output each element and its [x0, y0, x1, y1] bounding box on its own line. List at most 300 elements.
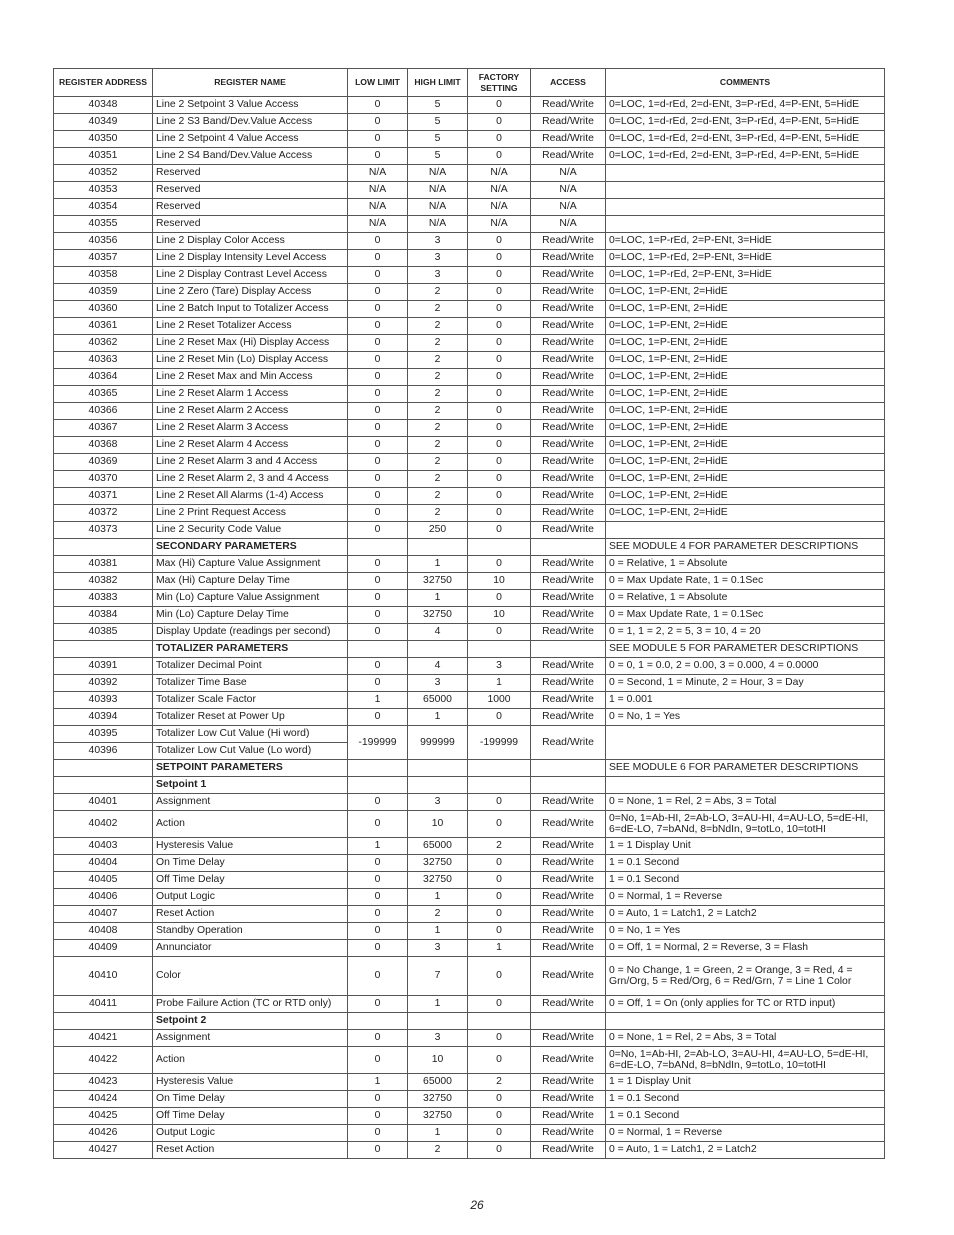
table-row — [54, 872, 885, 889]
high-limit-cell: 32750 — [408, 1108, 468, 1125]
register-name-cell: Line 2 Reset Alarm 2, 3 and 4 Access — [153, 471, 348, 488]
low-limit-cell: 0 — [348, 996, 408, 1013]
section-title: SETPOINT PARAMETERS — [153, 760, 348, 777]
low-limit-cell: 0 — [348, 522, 408, 539]
comments-cell: 0=LOC, 1=d-rEd, 2=d-ENt, 3=P-rEd, 4=P-ENt, 5=HidE — [606, 114, 885, 131]
low-limit-cell: 0 — [348, 386, 408, 403]
register-address-cell — [54, 760, 153, 777]
access-cell: N/A — [531, 182, 606, 199]
register-address-cell: 40410 — [54, 957, 153, 996]
access-cell: Read/Write — [531, 811, 606, 838]
high-limit-cell: 32750 — [408, 1091, 468, 1108]
access-cell: Read/Write — [531, 658, 606, 675]
comments-cell: 0=LOC, 1=P-ENt, 2=HidE — [606, 386, 885, 403]
factory-setting-cell: 1 — [468, 675, 531, 692]
low-limit-cell: 0 — [348, 369, 408, 386]
comments-cell: 0 = Max Update Rate, 1 = 0.1Sec — [606, 607, 885, 624]
table-row — [54, 522, 885, 539]
table-row — [54, 318, 885, 335]
low-limit-cell: 0 — [348, 940, 408, 957]
low-limit-cell: 0 — [348, 590, 408, 607]
comments-cell: 0=LOC, 1=P-ENt, 2=HidE — [606, 301, 885, 318]
register-address-cell: 40405 — [54, 872, 153, 889]
high-limit-cell: 2 — [408, 454, 468, 471]
comments-cell: 0 = 0, 1 = 0.0, 2 = 0.00, 3 = 0.000, 4 = 0.0000 — [606, 658, 885, 675]
comments-cell: 0 = Auto, 1 = Latch1, 2 = Latch2 — [606, 906, 885, 923]
low-limit-cell: 0 — [348, 709, 408, 726]
register-name-cell: Line 2 Security Code Value — [153, 522, 348, 539]
low-limit-cell: 0 — [348, 301, 408, 318]
low-limit-cell: 0 — [348, 114, 408, 131]
low-limit-cell — [348, 760, 408, 777]
access-cell: Read/Write — [531, 114, 606, 131]
table-row — [54, 889, 885, 906]
low-limit-cell: 0 — [348, 855, 408, 872]
low-limit-cell: 0 — [348, 505, 408, 522]
high-limit-cell: 2 — [408, 318, 468, 335]
register-name-cell: Line 2 S3 Band/Dev.Value Access — [153, 114, 348, 131]
factory-setting-cell: 0 — [468, 906, 531, 923]
access-cell: Read/Write — [531, 233, 606, 250]
low-limit-cell: -199999 — [348, 726, 408, 760]
register-name-cell: Off Time Delay — [153, 1108, 348, 1125]
register-address-cell: 40368 — [54, 437, 153, 454]
high-limit-cell: 2 — [408, 906, 468, 923]
section-header-row — [54, 641, 885, 658]
register-address-cell: 40422 — [54, 1047, 153, 1074]
low-limit-cell: 0 — [348, 284, 408, 301]
access-cell: Read/Write — [531, 590, 606, 607]
comments-cell — [606, 165, 885, 182]
register-address-cell: 40361 — [54, 318, 153, 335]
table-row — [54, 267, 885, 284]
register-name-cell: Line 2 Display Color Access — [153, 233, 348, 250]
register-address-cell: 40366 — [54, 403, 153, 420]
comments-cell: 0 = Off, 1 = Normal, 2 = Reverse, 3 = Flash — [606, 940, 885, 957]
high-limit-cell: 1 — [408, 556, 468, 573]
high-limit-cell: 2 — [408, 386, 468, 403]
table-row — [54, 794, 885, 811]
factory-setting-cell: 0 — [468, 114, 531, 131]
access-cell: Read/Write — [531, 556, 606, 573]
access-cell: Read/Write — [531, 872, 606, 889]
register-address-cell — [54, 777, 153, 794]
register-address-cell: 40395 — [54, 726, 153, 743]
register-address-cell: 40423 — [54, 1074, 153, 1091]
low-limit-cell: 0 — [348, 658, 408, 675]
high-limit-cell — [408, 641, 468, 658]
table-row — [54, 940, 885, 957]
factory-setting-cell: 0 — [468, 1142, 531, 1159]
comments-cell: 0=LOC, 1=d-rEd, 2=d-ENt, 3=P-rEd, 4=P-ENt, 5=HidE — [606, 97, 885, 114]
access-cell: Read/Write — [531, 522, 606, 539]
register-address-cell: 40383 — [54, 590, 153, 607]
low-limit-cell — [348, 641, 408, 658]
high-limit-cell — [408, 777, 468, 794]
register-address-cell: 40369 — [54, 454, 153, 471]
register-name-cell: Line 2 Print Request Access — [153, 505, 348, 522]
high-limit-cell — [408, 539, 468, 556]
factory-setting-cell: 0 — [468, 957, 531, 996]
low-limit-cell: 0 — [348, 556, 408, 573]
table-row — [54, 488, 885, 505]
low-limit-cell: 0 — [348, 267, 408, 284]
factory-setting-cell: 0 — [468, 1047, 531, 1074]
low-limit-cell: 0 — [348, 318, 408, 335]
comments-cell — [606, 777, 885, 794]
factory-setting-cell: 0 — [468, 488, 531, 505]
register-name-cell: Action — [153, 811, 348, 838]
comments-cell: 0=LOC, 1=P-ENt, 2=HidE — [606, 369, 885, 386]
register-address-cell: 40394 — [54, 709, 153, 726]
high-limit-cell: 2 — [408, 369, 468, 386]
factory-setting-cell: 0 — [468, 97, 531, 114]
register-name-cell: Assignment — [153, 794, 348, 811]
comments-cell: 0=LOC, 1=P-ENt, 2=HidE — [606, 284, 885, 301]
register-name-cell: Probe Failure Action (TC or RTD only) — [153, 996, 348, 1013]
table-row — [54, 838, 885, 855]
register-name-cell: Action — [153, 1047, 348, 1074]
col-header-register-address: REGISTER ADDRESS — [54, 69, 153, 97]
low-limit-cell: N/A — [348, 182, 408, 199]
comments-cell — [606, 199, 885, 216]
high-limit-cell: 2 — [408, 352, 468, 369]
register-name-cell: Hysteresis Value — [153, 838, 348, 855]
comments-cell: 1 = 0.1 Second — [606, 872, 885, 889]
access-cell: Read/Write — [531, 267, 606, 284]
high-limit-cell: 4 — [408, 658, 468, 675]
access-cell: Read/Write — [531, 1047, 606, 1074]
access-cell: Read/Write — [531, 624, 606, 641]
table-row — [54, 1074, 885, 1091]
high-limit-cell: 2 — [408, 488, 468, 505]
access-cell: Read/Write — [531, 906, 606, 923]
table-row — [54, 471, 885, 488]
register-address-cell: 40349 — [54, 114, 153, 131]
table-header-row — [54, 69, 885, 97]
register-name-cell: Line 2 Reset Alarm 4 Access — [153, 437, 348, 454]
table-body — [54, 97, 885, 1159]
comments-cell: 0=LOC, 1=P-ENt, 2=HidE — [606, 335, 885, 352]
factory-setting-cell: 0 — [468, 403, 531, 420]
register-address-cell: 40352 — [54, 165, 153, 182]
register-name-cell: Standby Operation — [153, 923, 348, 940]
low-limit-cell: 0 — [348, 471, 408, 488]
factory-setting-cell: 0 — [468, 624, 531, 641]
register-name-cell: Reset Action — [153, 1142, 348, 1159]
low-limit-cell: 0 — [348, 794, 408, 811]
table-row — [54, 199, 885, 216]
register-address-cell: 40427 — [54, 1142, 153, 1159]
table-row — [54, 658, 885, 675]
access-cell: Read/Write — [531, 1091, 606, 1108]
register-address-cell: 40365 — [54, 386, 153, 403]
table-row — [54, 301, 885, 318]
col-header-high-limit: HIGH LIMIT — [408, 69, 468, 97]
high-limit-cell: 5 — [408, 131, 468, 148]
access-cell — [531, 777, 606, 794]
factory-setting-cell: 0 — [468, 811, 531, 838]
comments-cell: 0=LOC, 1=P-ENt, 2=HidE — [606, 437, 885, 454]
high-limit-cell: 3 — [408, 267, 468, 284]
low-limit-cell: N/A — [348, 199, 408, 216]
register-name-cell: Display Update (readings per second) — [153, 624, 348, 641]
register-address-cell: 40402 — [54, 811, 153, 838]
access-cell: Read/Write — [531, 889, 606, 906]
factory-setting-cell: N/A — [468, 199, 531, 216]
access-cell: N/A — [531, 199, 606, 216]
low-limit-cell: N/A — [348, 216, 408, 233]
access-cell: Read/Write — [531, 131, 606, 148]
table-row — [54, 1108, 885, 1125]
comments-cell — [606, 726, 885, 760]
access-cell: Read/Write — [531, 709, 606, 726]
comments-cell: 0 = Normal, 1 = Reverse — [606, 889, 885, 906]
comments-cell: 0 = None, 1 = Rel, 2 = Abs, 3 = Total — [606, 794, 885, 811]
factory-setting-cell: 0 — [468, 284, 531, 301]
register-address-cell: 40382 — [54, 573, 153, 590]
high-limit-cell — [408, 1013, 468, 1030]
register-address-cell: 40356 — [54, 233, 153, 250]
register-address-cell: 40396 — [54, 743, 153, 760]
table-row — [54, 607, 885, 624]
access-cell: Read/Write — [531, 505, 606, 522]
comments-cell: 1 = 1 Display Unit — [606, 838, 885, 855]
register-name-cell: Line 2 Display Intensity Level Access — [153, 250, 348, 267]
register-name-cell: Line 2 Reset Min (Lo) Display Access — [153, 352, 348, 369]
register-address-cell: 40409 — [54, 940, 153, 957]
table-row — [54, 386, 885, 403]
access-cell: Read/Write — [531, 1142, 606, 1159]
high-limit-cell: 2 — [408, 471, 468, 488]
register-address-cell: 40373 — [54, 522, 153, 539]
low-limit-cell: 0 — [348, 352, 408, 369]
register-address-cell: 40385 — [54, 624, 153, 641]
comments-cell: 0=LOC, 1=P-ENt, 2=HidE — [606, 318, 885, 335]
table-row — [54, 216, 885, 233]
comments-cell: 1 = 0.1 Second — [606, 1091, 885, 1108]
register-address-cell: 40391 — [54, 658, 153, 675]
factory-setting-cell: N/A — [468, 165, 531, 182]
comments-cell: 0=LOC, 1=d-rEd, 2=d-ENt, 3=P-rEd, 4=P-ENt, 5=HidE — [606, 148, 885, 165]
low-limit-cell: 1 — [348, 838, 408, 855]
factory-setting-cell: N/A — [468, 216, 531, 233]
access-cell: Read/Write — [531, 675, 606, 692]
high-limit-cell: 5 — [408, 148, 468, 165]
high-limit-cell: 2 — [408, 335, 468, 352]
factory-setting-cell — [468, 760, 531, 777]
register-name-cell: Min (Lo) Capture Delay Time — [153, 607, 348, 624]
register-address-cell: 40381 — [54, 556, 153, 573]
col-header-factory-setting: FACTORY SETTING — [468, 69, 531, 97]
comments-cell: 0 = Off, 1 = On (only applies for TC or RTD input) — [606, 996, 885, 1013]
comments-cell: 0=LOC, 1=d-rEd, 2=d-ENt, 3=P-rEd, 4=P-ENt, 5=HidE — [606, 131, 885, 148]
comments-cell: 0=No, 1=Ab-HI, 2=Ab-LO, 3=AU-HI, 4=AU-LO, 5=dE-HI, 6=dE-LO, 7=bANd, 8=bNdIn, 9=totLo, 10=totHI — [606, 1047, 885, 1074]
comments-cell: 0 = Max Update Rate, 1 = 0.1Sec — [606, 573, 885, 590]
comments-cell: 0=No, 1=Ab-HI, 2=Ab-LO, 3=AU-HI, 4=AU-LO, 5=dE-HI, 6=dE-LO, 7=bANd, 8=bNdIn, 9=totLo, 10=totHI — [606, 811, 885, 838]
access-cell: Read/Write — [531, 454, 606, 471]
access-cell: Read/Write — [531, 386, 606, 403]
table-row — [54, 403, 885, 420]
table-row — [54, 352, 885, 369]
table-row — [54, 131, 885, 148]
access-cell: Read/Write — [531, 1108, 606, 1125]
access-cell: Read/Write — [531, 838, 606, 855]
low-limit-cell: 0 — [348, 624, 408, 641]
comments-cell — [606, 522, 885, 539]
high-limit-cell: 2 — [408, 437, 468, 454]
register-name-cell: Annunciator — [153, 940, 348, 957]
register-address-cell: 40411 — [54, 996, 153, 1013]
table-row — [54, 906, 885, 923]
register-address-cell: 40353 — [54, 182, 153, 199]
high-limit-cell: 1 — [408, 923, 468, 940]
register-address-cell — [54, 641, 153, 658]
table-row — [54, 573, 885, 590]
register-name-cell: Line 2 Reset All Alarms (1-4) Access — [153, 488, 348, 505]
register-address-cell: 40425 — [54, 1108, 153, 1125]
table-row — [54, 165, 885, 182]
factory-setting-cell: 0 — [468, 556, 531, 573]
register-name-cell: Totalizer Low Cut Value (Hi word) — [153, 726, 348, 743]
register-address-cell: 40364 — [54, 369, 153, 386]
high-limit-cell: 65000 — [408, 838, 468, 855]
register-name-cell: Totalizer Scale Factor — [153, 692, 348, 709]
table-row — [54, 1142, 885, 1159]
register-name-cell: Line 2 Reset Alarm 2 Access — [153, 403, 348, 420]
table-row — [54, 1125, 885, 1142]
factory-setting-cell: 10 — [468, 607, 531, 624]
access-cell: Read/Write — [531, 488, 606, 505]
access-cell — [531, 1013, 606, 1030]
register-address-cell: 40359 — [54, 284, 153, 301]
low-limit-cell: 0 — [348, 607, 408, 624]
register-address-cell: 40372 — [54, 505, 153, 522]
table-row — [54, 675, 885, 692]
high-limit-cell: 3 — [408, 1030, 468, 1047]
table-row — [54, 556, 885, 573]
factory-setting-cell: 0 — [468, 471, 531, 488]
register-name-cell: Reset Action — [153, 906, 348, 923]
comments-cell: 0=LOC, 1=P-ENt, 2=HidE — [606, 454, 885, 471]
low-limit-cell: 0 — [348, 675, 408, 692]
table-row — [54, 709, 885, 726]
comments-cell: 0 = Normal, 1 = Reverse — [606, 1125, 885, 1142]
register-name-cell: Line 2 Reset Totalizer Access — [153, 318, 348, 335]
table-row — [54, 335, 885, 352]
col-header-low-limit: LOW LIMIT — [348, 69, 408, 97]
high-limit-cell: 2 — [408, 1142, 468, 1159]
comments-cell: 0=LOC, 1=P-rEd, 2=P-ENt, 3=HidE — [606, 267, 885, 284]
high-limit-cell: 32750 — [408, 607, 468, 624]
comments-cell: 0=LOC, 1=P-ENt, 2=HidE — [606, 505, 885, 522]
register-name-cell: Output Logic — [153, 1125, 348, 1142]
factory-setting-cell: 0 — [468, 505, 531, 522]
factory-setting-cell: 0 — [468, 131, 531, 148]
register-name-cell: Hysteresis Value — [153, 1074, 348, 1091]
factory-setting-cell: 0 — [468, 872, 531, 889]
factory-setting-cell: 0 — [468, 301, 531, 318]
register-name-cell: Reserved — [153, 182, 348, 199]
high-limit-cell — [408, 760, 468, 777]
factory-setting-cell: 1 — [468, 940, 531, 957]
low-limit-cell: 0 — [348, 1142, 408, 1159]
register-address-cell: 40401 — [54, 794, 153, 811]
register-address-cell: 40407 — [54, 906, 153, 923]
high-limit-cell: 2 — [408, 284, 468, 301]
factory-setting-cell: 0 — [468, 437, 531, 454]
low-limit-cell: 0 — [348, 889, 408, 906]
comments-cell: SEE MODULE 4 FOR PARAMETER DESCRIPTIONS — [606, 539, 885, 556]
table-row — [54, 233, 885, 250]
comments-cell: 0=LOC, 1=P-ENt, 2=HidE — [606, 420, 885, 437]
low-limit-cell: 0 — [348, 811, 408, 838]
factory-setting-cell: 3 — [468, 658, 531, 675]
high-limit-cell: 5 — [408, 114, 468, 131]
register-name-cell: Line 2 Reset Alarm 1 Access — [153, 386, 348, 403]
access-cell: Read/Write — [531, 1125, 606, 1142]
register-address-cell: 40354 — [54, 199, 153, 216]
table-row — [54, 182, 885, 199]
register-name-cell: Totalizer Decimal Point — [153, 658, 348, 675]
page-number: 26 — [470, 1198, 484, 1212]
register-address-cell — [54, 539, 153, 556]
register-table — [53, 68, 885, 1159]
register-address-cell: 40367 — [54, 420, 153, 437]
factory-setting-cell: 0 — [468, 923, 531, 940]
register-address-cell: 40363 — [54, 352, 153, 369]
register-address-cell: 40360 — [54, 301, 153, 318]
section-title: SECONDARY PARAMETERS — [153, 539, 348, 556]
table-row — [54, 811, 885, 838]
access-cell: Read/Write — [531, 692, 606, 709]
table-row — [54, 726, 885, 743]
low-limit-cell: 0 — [348, 1108, 408, 1125]
register-name-cell: Totalizer Time Base — [153, 675, 348, 692]
register-address-cell: 40371 — [54, 488, 153, 505]
table-row — [54, 1091, 885, 1108]
access-cell: Read/Write — [531, 335, 606, 352]
comments-cell: 0 = Relative, 1 = Absolute — [606, 556, 885, 573]
access-cell: Read/Write — [531, 573, 606, 590]
access-cell: Read/Write — [531, 250, 606, 267]
low-limit-cell: 0 — [348, 1047, 408, 1074]
access-cell: Read/Write — [531, 855, 606, 872]
register-address-cell: 40404 — [54, 855, 153, 872]
factory-setting-cell: N/A — [468, 182, 531, 199]
high-limit-cell: 1 — [408, 889, 468, 906]
high-limit-cell: 3 — [408, 233, 468, 250]
table-row — [54, 284, 885, 301]
factory-setting-cell — [468, 641, 531, 658]
comments-cell — [606, 216, 885, 233]
high-limit-cell: 10 — [408, 811, 468, 838]
register-name-cell: Color — [153, 957, 348, 996]
section-header-row — [54, 777, 885, 794]
high-limit-cell: 1 — [408, 709, 468, 726]
low-limit-cell — [348, 539, 408, 556]
register-name-cell: Line 2 Batch Input to Totalizer Access — [153, 301, 348, 318]
register-address-cell: 40350 — [54, 131, 153, 148]
comments-cell: 0 = No, 1 = Yes — [606, 709, 885, 726]
factory-setting-cell: 0 — [468, 590, 531, 607]
register-name-cell: Line 2 Zero (Tare) Display Access — [153, 284, 348, 301]
table-row — [54, 148, 885, 165]
access-cell: Read/Write — [531, 420, 606, 437]
high-limit-cell: 3 — [408, 250, 468, 267]
factory-setting-cell: 0 — [468, 420, 531, 437]
comments-cell — [606, 182, 885, 199]
